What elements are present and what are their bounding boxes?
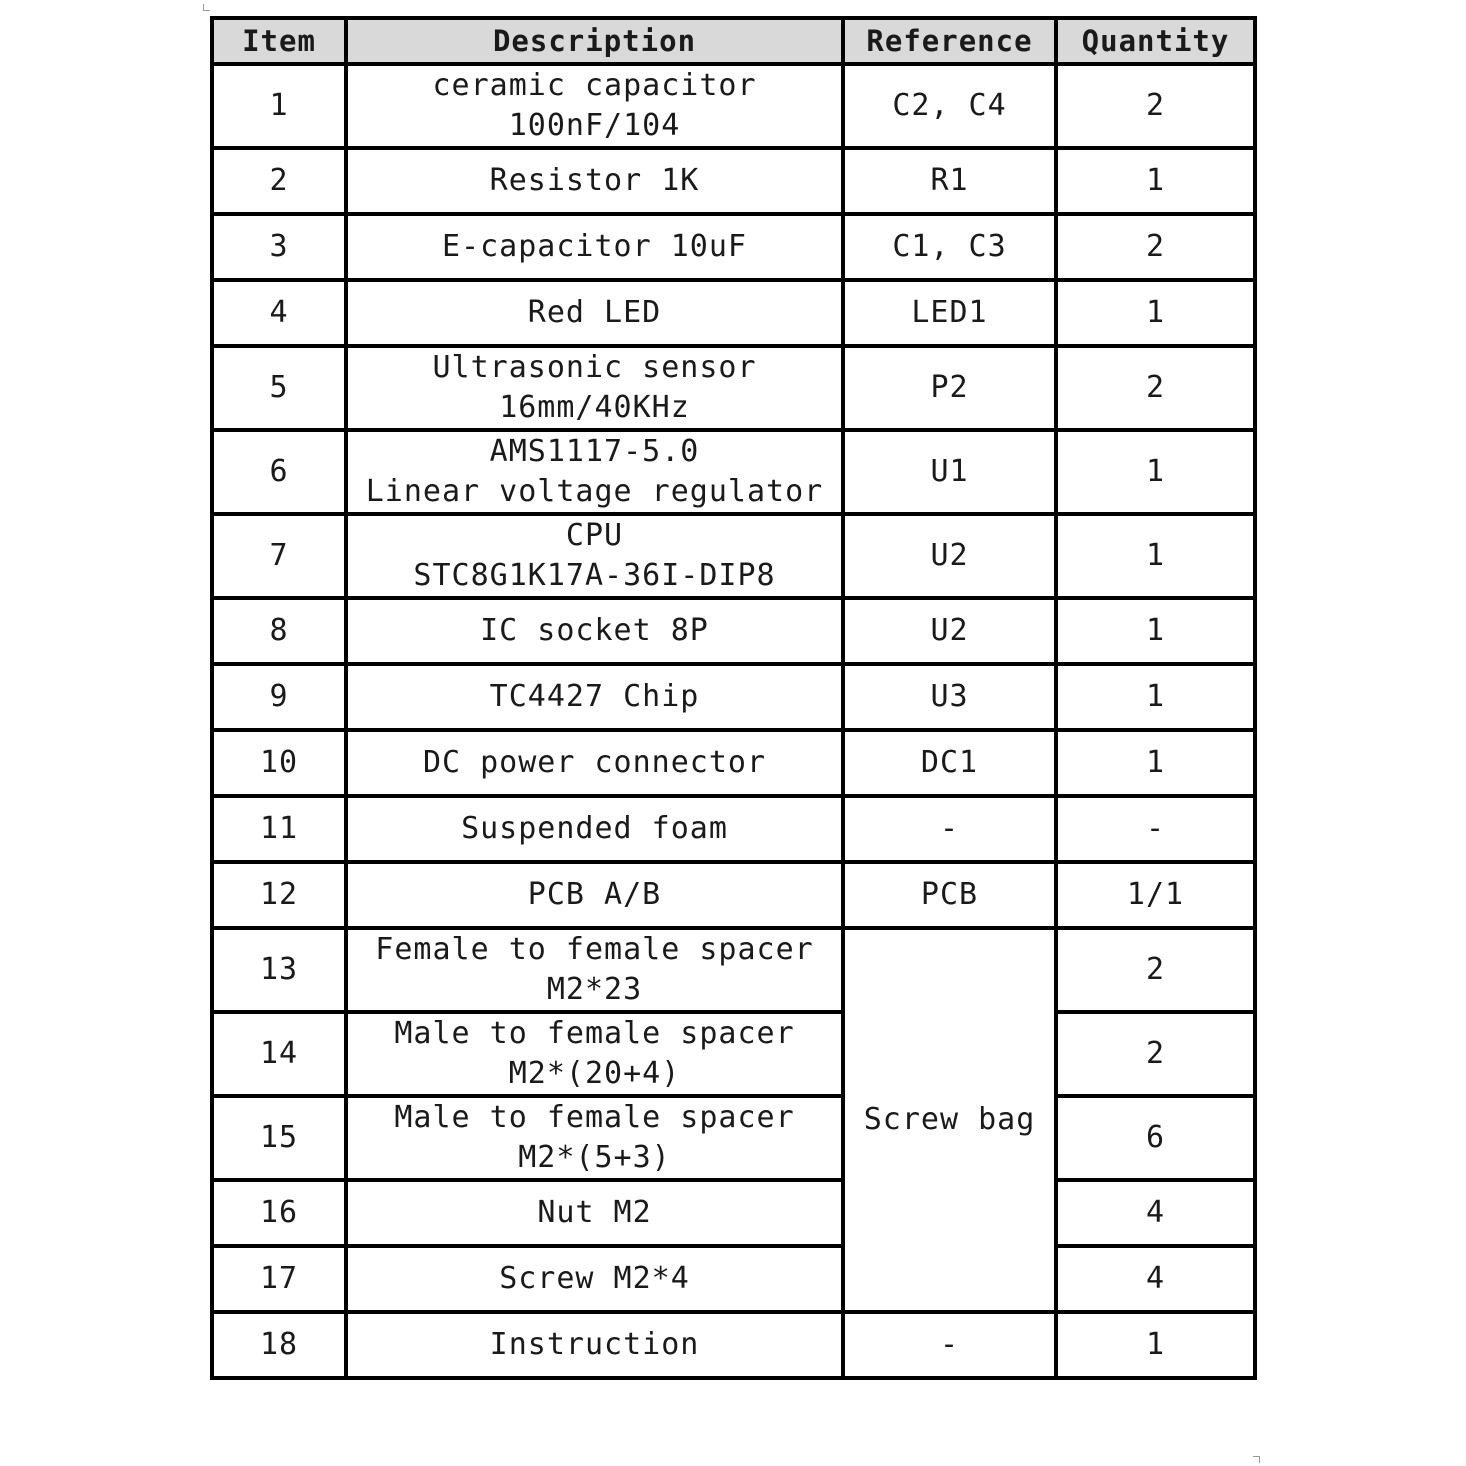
item-cell: 15 [212,1096,346,1180]
item-cell: 7 [212,514,346,598]
reference-cell: U2 [843,598,1056,664]
reference-cell: P2 [843,346,1056,430]
description-cell: IC socket 8P [346,598,843,664]
item-cell: 5 [212,346,346,430]
quantity-cell: 1 [1056,148,1255,214]
quantity-cell: 1 [1056,730,1255,796]
quantity-cell: 1/1 [1056,862,1255,928]
reference-cell: DC1 [843,730,1056,796]
item-cell: 17 [212,1246,346,1312]
reference-cell: LED1 [843,280,1056,346]
reference-cell: R1 [843,148,1056,214]
table-row [212,346,1255,430]
reference-cell: PCB [843,862,1056,928]
description-cell: CPU STC8G1K17A-36I-DIP8 [346,514,843,598]
reference-cell: C1, C3 [843,214,1056,280]
item-cell: 18 [212,1312,346,1378]
table-row [212,148,1255,214]
reference-cell: U2 [843,514,1056,598]
quantity-cell: 2 [1056,346,1255,430]
header-reference: Reference [843,18,1056,64]
crop-mark-top-left [203,4,210,11]
item-cell: 12 [212,862,346,928]
table-row [212,1312,1255,1378]
item-cell: 6 [212,430,346,514]
quantity-cell: 4 [1056,1180,1255,1246]
description-cell: AMS1117-5.0 Linear voltage regulator [346,430,843,514]
table-row [212,514,1255,598]
quantity-cell: 1 [1056,430,1255,514]
table-row [212,598,1255,664]
quantity-cell: 1 [1056,514,1255,598]
reference-cell: C2, C4 [843,64,1056,148]
quantity-cell: 1 [1056,598,1255,664]
reference-cell: U3 [843,664,1056,730]
reference-cell-screw-bag: Screw bag [843,928,1056,1312]
table-row [212,214,1255,280]
table-row [212,730,1255,796]
table-row [212,1246,1255,1312]
parts-list-table [210,16,1257,1380]
description-cell: Male to female spacer M2*(20+4) [346,1012,843,1096]
crop-mark-bottom-right [1253,1456,1260,1463]
quantity-cell: 1 [1056,664,1255,730]
item-cell: 4 [212,280,346,346]
description-cell: TC4427 Chip [346,664,843,730]
description-cell: PCB A/B [346,862,843,928]
table-row [212,1180,1255,1246]
quantity-cell: 2 [1056,64,1255,148]
description-cell: Resistor 1K [346,148,843,214]
table-row [212,862,1255,928]
header-item: Item [212,18,346,64]
item-cell: 13 [212,928,346,1012]
reference-cell: - [843,1312,1056,1378]
description-cell: Female to female spacer M2*23 [346,928,843,1012]
description-cell: Ultrasonic sensor 16mm/40KHz [346,346,843,430]
header-quantity: Quantity [1056,18,1255,64]
table-row [212,64,1255,148]
header-description: Description [346,18,843,64]
quantity-cell: 2 [1056,1012,1255,1096]
description-cell: Male to female spacer M2*(5+3) [346,1096,843,1180]
description-cell: ceramic capacitor 100nF/104 [346,64,843,148]
item-cell: 2 [212,148,346,214]
quantity-cell: 6 [1056,1096,1255,1180]
table-row [212,430,1255,514]
description-cell: Red LED [346,280,843,346]
table-row [212,928,1255,1012]
table-row [212,1012,1255,1096]
reference-cell: - [843,796,1056,862]
description-cell: DC power connector [346,730,843,796]
description-cell: Nut M2 [346,1180,843,1246]
description-cell: Screw M2*4 [346,1246,843,1312]
table-row [212,1096,1255,1180]
item-cell: 9 [212,664,346,730]
reference-cell: U1 [843,430,1056,514]
item-cell: 1 [212,64,346,148]
description-cell: E-capacitor 10uF [346,214,843,280]
quantity-cell: 4 [1056,1246,1255,1312]
item-cell: 16 [212,1180,346,1246]
table-row [212,664,1255,730]
quantity-cell: 1 [1056,1312,1255,1378]
item-cell: 3 [212,214,346,280]
description-cell: Instruction [346,1312,843,1378]
table-row [212,796,1255,862]
item-cell: 10 [212,730,346,796]
item-cell: 8 [212,598,346,664]
item-cell: 14 [212,1012,346,1096]
quantity-cell: 2 [1056,928,1255,1012]
quantity-cell: - [1056,796,1255,862]
quantity-cell: 2 [1056,214,1255,280]
table-row [212,280,1255,346]
item-cell: 11 [212,796,346,862]
header-row [212,18,1255,64]
quantity-cell: 1 [1056,280,1255,346]
description-cell: Suspended foam [346,796,843,862]
